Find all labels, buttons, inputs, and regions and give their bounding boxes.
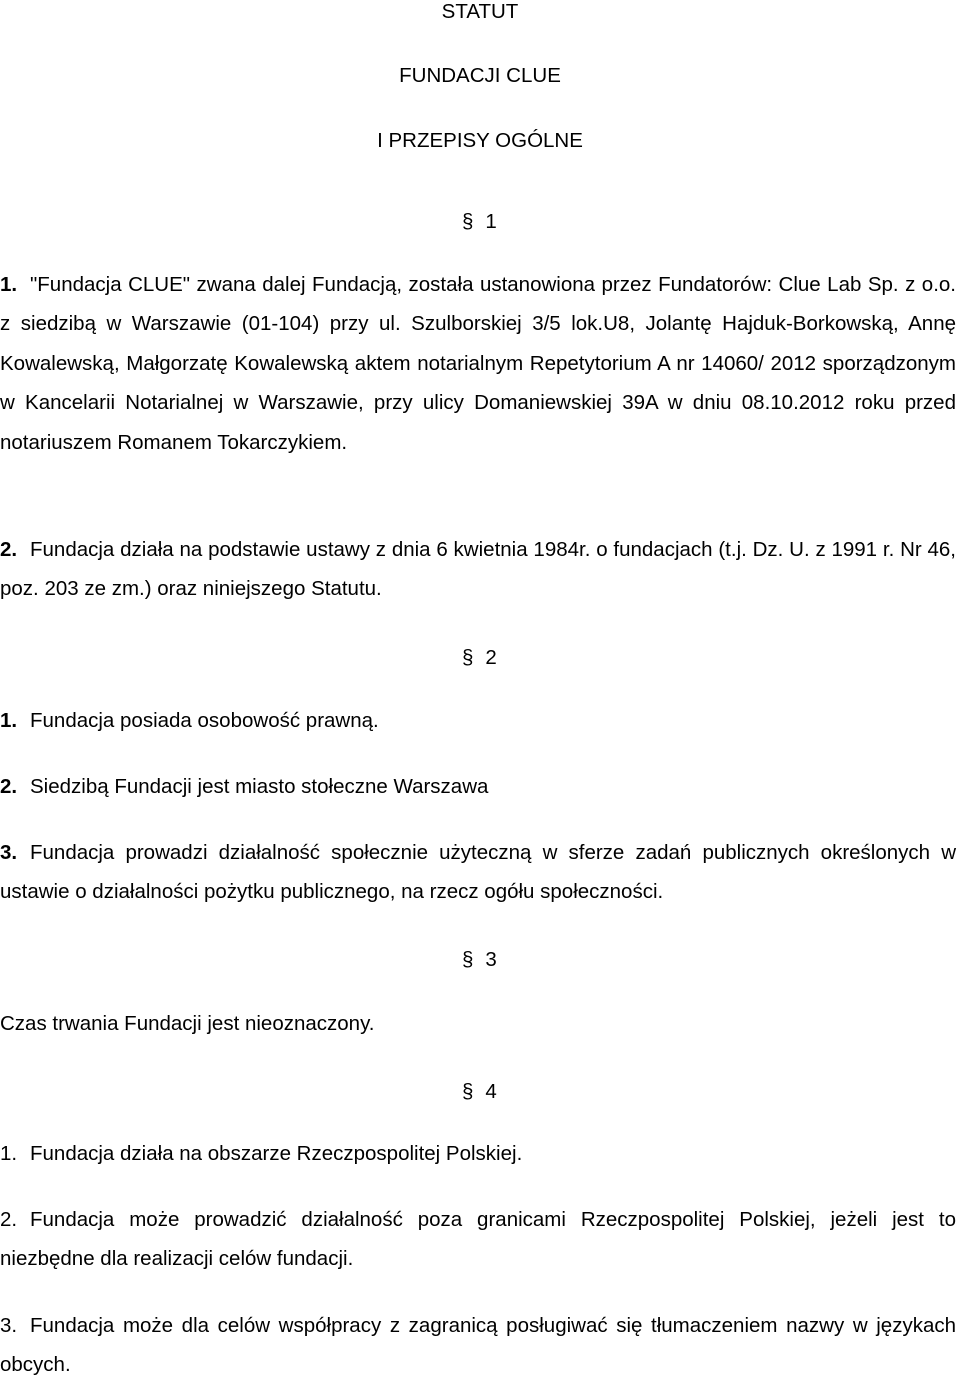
section-heading-2 — [462, 646, 497, 670]
document-title: STATUT — [441, 0, 519, 23]
paragraph-text: Fundacja może dla celów współpracy z zagranicą posługiwać się tłumaczeniem nazwy w językach obcych. — [0, 1314, 956, 1377]
section-number: 4 — [485, 1080, 497, 1103]
paragraph-1-2 — [0, 530, 956, 609]
paragraph-number: 2. — [0, 775, 18, 798]
paragraph-3-1 — [0, 1004, 956, 1043]
section-number: 1 — [485, 210, 497, 233]
paragraph-text: Fundacja działa na obszarze Rzeczpospolitej Polskiej. — [30, 1142, 523, 1165]
paragraph-number: 1. — [0, 709, 18, 732]
section-number: 3 — [485, 948, 497, 971]
paragraph-text: Czas trwania Fundacji jest nieoznaczony. — [0, 1012, 375, 1035]
chapter-heading: I PRZEPISY OGÓLNE — [377, 129, 583, 152]
paragraph-1-1 — [0, 265, 956, 462]
section-number: 2 — [485, 646, 497, 669]
paragraph-number: 1. — [0, 273, 18, 296]
paragraph-text: "Fundacja CLUE" zwana dalej Fundacją, została ustanowiona przez Fundatorów: Clue Lab Sp. z o.o. z siedzibą w Warszawie (01-104) przy ul. Szulborskiej 3/5 lok.U8, Jolantę Hajduk-Borkowską, Annę Kowalewską, Małgorzatę Kowalewską aktem notarialnym Repetytorium A nr 14060/ 2012 sporządzonym w Kancelarii Notarialnej w Warszawie, przy ulicy Domaniewskiej 39A w dniu 08.10.2012 roku przed notariuszem Romanem Tokarczykiem. — [0, 273, 956, 454]
foundation-name: FUNDACJI CLUE — [399, 64, 561, 87]
paragraph-2-3 — [0, 833, 956, 912]
paragraph-text: Fundacja posiada osobowość prawną. — [30, 709, 379, 732]
paragraph-4-3 — [0, 1306, 956, 1385]
paragraph-text: Fundacja może prowadzić działalność poza granicami Rzeczpospolitej Polskiej, jeżeli jest to niezbędne dla realizacji celów fundacji. — [0, 1208, 956, 1271]
paragraph-number: 2. — [0, 538, 18, 561]
paragraph-text: Fundacja działa na podstawie ustawy z dnia 6 kwietnia 1984r. o fundacjach (t.j. Dz. U. z 1991 r. Nr 46, poz. 203 ze zm.) oraz niniejszego Statutu. — [0, 538, 956, 601]
paragraph-text: Siedzibą Fundacji jest miasto stołeczne Warszawa — [30, 775, 489, 798]
paragraph-4-1 — [0, 1134, 956, 1173]
paragraph-number: 3. — [0, 1314, 18, 1337]
paragraph-text: Fundacja prowadzi działalność społecznie użyteczną w sferze zadań publicznych określonych w ustawie o działalności pożytku publicznego, na rzecz ogółu społeczności. — [0, 841, 956, 904]
section-symbol: § — [462, 948, 474, 971]
section-heading-1 — [462, 210, 497, 234]
section-symbol: § — [462, 210, 474, 233]
paragraph-4-2 — [0, 1200, 956, 1279]
paragraph-number: 1. — [0, 1142, 18, 1165]
section-heading-3 — [462, 948, 497, 972]
section-symbol: § — [462, 646, 474, 669]
paragraph-2-2 — [0, 767, 956, 806]
paragraph-2-1 — [0, 701, 956, 740]
paragraph-number: 3. — [0, 841, 18, 864]
section-heading-4 — [462, 1080, 497, 1104]
paragraph-number: 2. — [0, 1208, 18, 1231]
section-symbol: § — [462, 1080, 474, 1103]
